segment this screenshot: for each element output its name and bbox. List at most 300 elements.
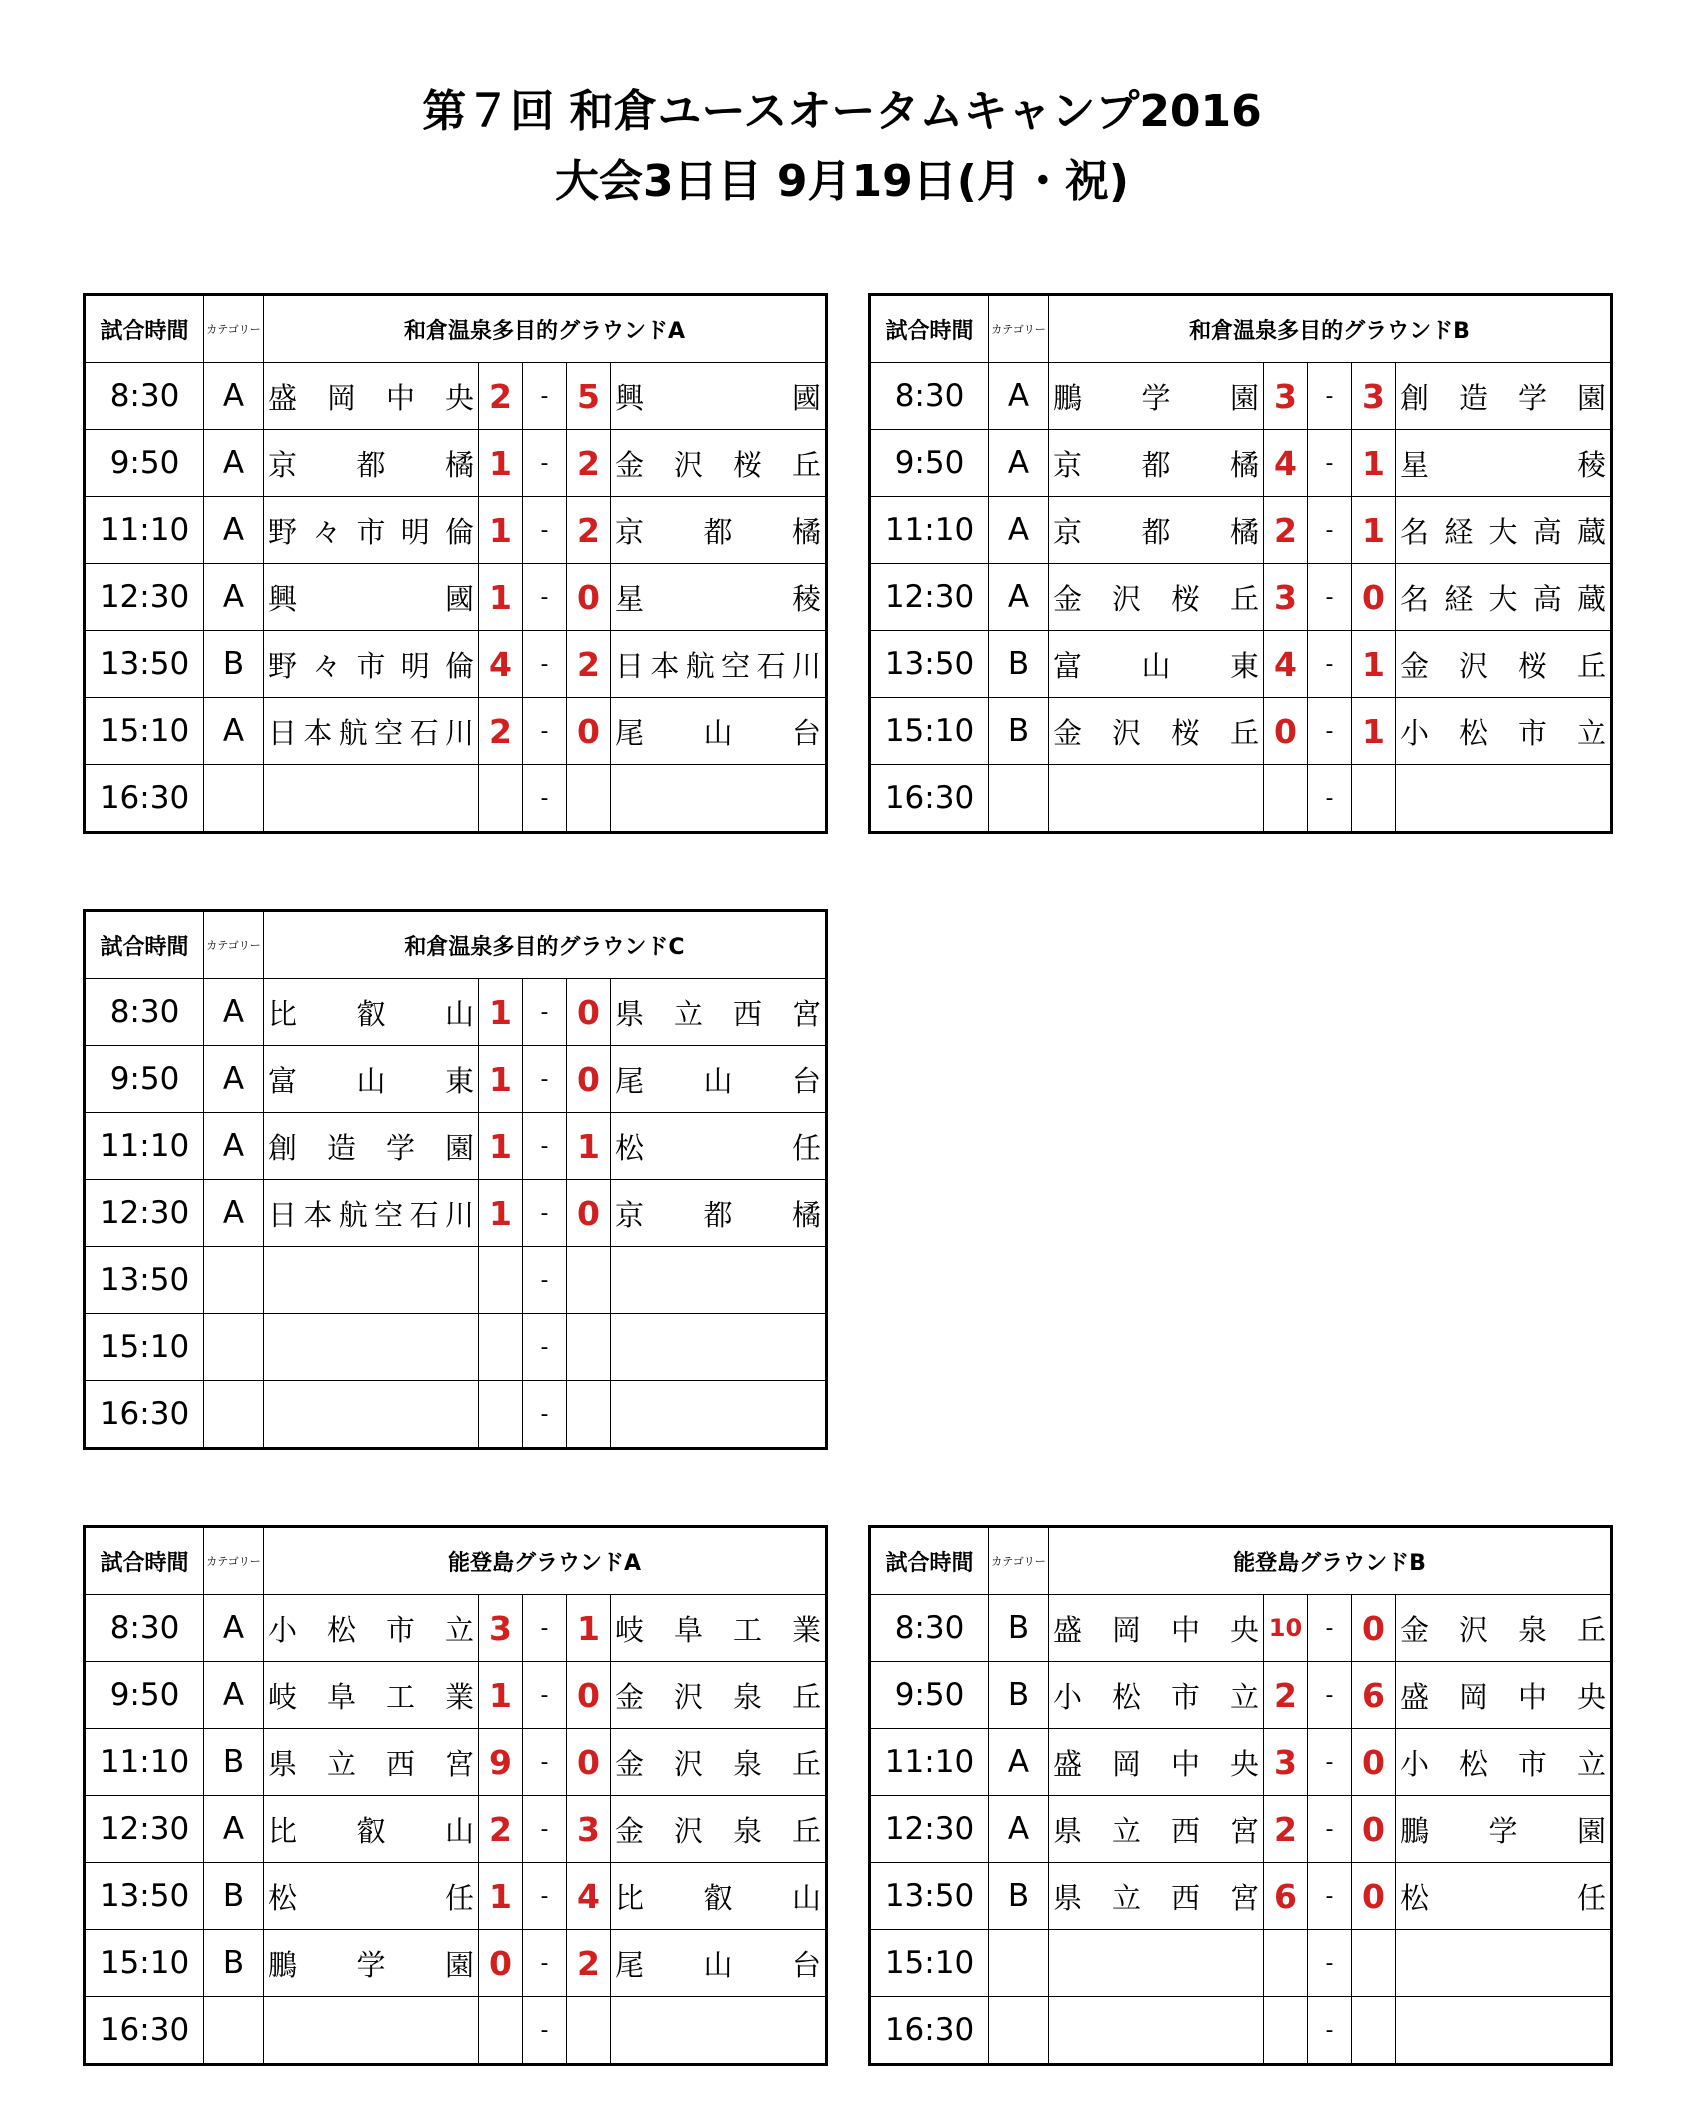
- home-team-text: 金 沢 桜 丘: [1053, 581, 1259, 616]
- home-score: 10: [1264, 1595, 1308, 1662]
- table-row: [870, 497, 1612, 564]
- header-category: カテゴリー: [989, 295, 1049, 363]
- home-team-text: 県 立 西 宮: [268, 1746, 474, 1781]
- home-team: [264, 698, 479, 765]
- match-category: A: [204, 497, 264, 564]
- away-team: [1396, 765, 1612, 833]
- table-header-row: [85, 295, 827, 363]
- away-team: [611, 1247, 827, 1314]
- home-team: [264, 1180, 479, 1247]
- away-team: [611, 1729, 827, 1796]
- header-venue: 和倉温泉多目的グラウンドB: [1049, 295, 1612, 363]
- away-team: [1396, 1729, 1612, 1796]
- home-team: [264, 1314, 479, 1381]
- home-team: [264, 1247, 479, 1314]
- home-score: 2: [1264, 497, 1308, 564]
- table-row: [85, 1113, 827, 1180]
- table-row: [85, 564, 827, 631]
- table-row: [870, 1796, 1612, 1863]
- match-time: 8:30: [870, 1595, 989, 1662]
- away-team: [611, 631, 827, 698]
- schedule-table-2: [868, 293, 1613, 834]
- score-separator: -: [1308, 1595, 1352, 1662]
- table-row: [870, 1930, 1612, 1997]
- home-score: 1: [479, 497, 523, 564]
- score-separator: -: [1308, 1997, 1352, 2065]
- match-category: A: [989, 430, 1049, 497]
- score-separator: -: [523, 698, 567, 765]
- match-category: [989, 1930, 1049, 1997]
- table-row: [85, 1314, 827, 1381]
- away-score: [567, 1247, 611, 1314]
- home-score: 1: [479, 1113, 523, 1180]
- header-venue: 能登島グラウンドB: [1049, 1527, 1612, 1595]
- score-separator: -: [1308, 430, 1352, 497]
- home-team-text: [1049, 1997, 1263, 2063]
- home-team: [264, 1381, 479, 1449]
- away-team-text: [611, 1381, 825, 1447]
- away-team: [611, 1180, 827, 1247]
- table-row: [85, 430, 827, 497]
- match-category: A: [204, 979, 264, 1046]
- home-team-text: 比 叡 山: [268, 996, 474, 1031]
- home-score: [479, 1314, 523, 1381]
- score-separator: -: [523, 1247, 567, 1314]
- home-team-text: [264, 1381, 478, 1447]
- header-venue: 能登島グラウンドA: [264, 1527, 827, 1595]
- away-team-text: 創 造 学 園: [1400, 380, 1606, 415]
- away-team: [611, 979, 827, 1046]
- score-separator: -: [523, 1180, 567, 1247]
- header-time: 試合時間: [870, 295, 989, 363]
- home-team: [1049, 1595, 1264, 1662]
- away-team-text: [1396, 1997, 1610, 2063]
- match-time: 12:30: [85, 1796, 204, 1863]
- away-team-text: 小 松 市 立: [1400, 1746, 1606, 1781]
- table-row: [85, 765, 827, 833]
- away-score: 2: [567, 631, 611, 698]
- away-team: [611, 1662, 827, 1729]
- away-score: 1: [567, 1113, 611, 1180]
- match-category: B: [204, 631, 264, 698]
- match-time: 8:30: [85, 1595, 204, 1662]
- score-separator: -: [523, 1046, 567, 1113]
- away-score: [1352, 1930, 1396, 1997]
- away-score: 1: [1352, 698, 1396, 765]
- table-row: [85, 1595, 827, 1662]
- home-team: [1049, 1997, 1264, 2065]
- score-separator: -: [1308, 765, 1352, 833]
- match-category: B: [989, 1595, 1049, 1662]
- home-team-text: 松 任: [268, 1880, 474, 1915]
- away-team-text: [611, 1997, 825, 2063]
- score-separator: -: [523, 1729, 567, 1796]
- away-team-text: 金 沢 泉 丘: [615, 1679, 821, 1714]
- away-score: 2: [567, 497, 611, 564]
- away-team-text: 金 沢 泉 丘: [615, 1813, 821, 1848]
- match-category: A: [989, 1796, 1049, 1863]
- away-team: [1396, 698, 1612, 765]
- away-team-text: 金 沢 泉 丘: [615, 1746, 821, 1781]
- score-separator: -: [523, 363, 567, 430]
- table-row: [870, 430, 1612, 497]
- match-category: A: [989, 1729, 1049, 1796]
- match-category: B: [204, 1729, 264, 1796]
- away-team: [611, 698, 827, 765]
- home-team-text: 盛 岡 中 央: [1053, 1746, 1259, 1781]
- match-category: A: [204, 1180, 264, 1247]
- home-team-text: 県 立 西 宮: [1053, 1880, 1259, 1915]
- score-separator: -: [1308, 631, 1352, 698]
- home-score: 1: [479, 1180, 523, 1247]
- match-time: 15:10: [85, 1314, 204, 1381]
- score-separator: -: [523, 1662, 567, 1729]
- match-category: A: [204, 564, 264, 631]
- match-category: B: [989, 1863, 1049, 1930]
- home-team: [264, 1930, 479, 1997]
- away-team: [611, 1314, 827, 1381]
- match-category: B: [989, 1662, 1049, 1729]
- home-team-text: 比 叡 山: [268, 1813, 474, 1848]
- away-team: [611, 497, 827, 564]
- match-category: A: [204, 1113, 264, 1180]
- away-team: [1396, 1662, 1612, 1729]
- match-category: [989, 1997, 1049, 2065]
- score-separator: -: [1308, 1662, 1352, 1729]
- home-team-text: [264, 1314, 478, 1380]
- away-team: [611, 765, 827, 833]
- away-score: [567, 1381, 611, 1449]
- home-team: [1049, 564, 1264, 631]
- score-separator: -: [1308, 1930, 1352, 1997]
- away-team: [1396, 363, 1612, 430]
- home-score: 2: [1264, 1662, 1308, 1729]
- away-score: 0: [1352, 1595, 1396, 1662]
- home-score: 2: [479, 1796, 523, 1863]
- match-time: 13:50: [85, 1863, 204, 1930]
- score-separator: -: [523, 1314, 567, 1381]
- schedule-table-1: [83, 293, 828, 834]
- away-team: [611, 1997, 827, 2065]
- match-time: 8:30: [85, 363, 204, 430]
- home-score: 1: [479, 979, 523, 1046]
- away-score: 0: [567, 979, 611, 1046]
- score-separator: -: [1308, 1863, 1352, 1930]
- home-team: [1049, 1729, 1264, 1796]
- home-team-text: 小 松 市 立: [268, 1612, 474, 1647]
- header-category: カテゴリー: [989, 1527, 1049, 1595]
- match-time: 13:50: [870, 1863, 989, 1930]
- score-separator: -: [1308, 497, 1352, 564]
- away-score: 4: [567, 1863, 611, 1930]
- home-score: 2: [479, 698, 523, 765]
- score-separator: -: [1308, 698, 1352, 765]
- home-score: 6: [1264, 1863, 1308, 1930]
- away-team-text: [1396, 1930, 1610, 1996]
- table-header-row: [85, 1527, 827, 1595]
- match-time: 15:10: [870, 1930, 989, 1997]
- match-category: A: [989, 363, 1049, 430]
- match-time: 9:50: [870, 1662, 989, 1729]
- away-team: [611, 1930, 827, 1997]
- table-row: [85, 1180, 827, 1247]
- home-team-text: 小 松 市 立: [1053, 1679, 1259, 1714]
- away-team: [1396, 1595, 1612, 1662]
- table-row: [870, 765, 1612, 833]
- home-team-text: 野 々 市 明 倫: [268, 514, 474, 549]
- table-row: [870, 1595, 1612, 1662]
- away-team: [611, 1113, 827, 1180]
- home-score: [1264, 1997, 1308, 2065]
- away-team-text: [611, 1247, 825, 1313]
- match-time: 12:30: [870, 1796, 989, 1863]
- table-row: [85, 1247, 827, 1314]
- home-score: 4: [1264, 430, 1308, 497]
- home-team-text: 鵬 学 園: [268, 1947, 474, 1982]
- away-team: [611, 430, 827, 497]
- away-team-text: 京 都 橘: [615, 514, 821, 549]
- table-row: [85, 1863, 827, 1930]
- home-team-text: 盛 岡 中 央: [268, 380, 474, 415]
- away-team: [611, 363, 827, 430]
- table-row: [85, 1381, 827, 1449]
- home-team-text: 日 本 航 空 石 川: [268, 1197, 474, 1232]
- away-team-text: 名 経 大 高 蔵: [1400, 514, 1606, 549]
- away-team-text: 星 稜: [1400, 447, 1606, 482]
- header-time: 試合時間: [85, 295, 204, 363]
- home-team-text: [264, 765, 478, 831]
- away-team-text: 鵬 学 園: [1400, 1813, 1606, 1848]
- home-score: 9: [479, 1729, 523, 1796]
- home-team: [264, 363, 479, 430]
- away-score: [567, 765, 611, 833]
- match-category: B: [204, 1930, 264, 1997]
- header-venue: 和倉温泉多目的グラウンドA: [264, 295, 827, 363]
- match-category: B: [989, 631, 1049, 698]
- home-team-text: 京 都 橘: [1053, 447, 1259, 482]
- home-score: 4: [479, 631, 523, 698]
- match-time: 8:30: [870, 363, 989, 430]
- away-score: 0: [567, 1180, 611, 1247]
- match-time: 9:50: [85, 430, 204, 497]
- away-team: [1396, 1863, 1612, 1930]
- away-score: 3: [1352, 363, 1396, 430]
- match-category: A: [204, 363, 264, 430]
- score-separator: -: [523, 765, 567, 833]
- match-time: 13:50: [85, 1247, 204, 1314]
- away-team: [611, 1595, 827, 1662]
- away-team: [611, 1796, 827, 1863]
- schedule-table-3: [83, 909, 828, 1450]
- away-team: [1396, 564, 1612, 631]
- match-category: A: [204, 698, 264, 765]
- match-time: 16:30: [85, 765, 204, 833]
- match-category: B: [989, 698, 1049, 765]
- home-team-text: 創 造 学 園: [268, 1130, 474, 1165]
- home-team-text: [264, 1997, 478, 2063]
- away-team-text: 尾 山 台: [615, 715, 821, 750]
- away-score: 0: [567, 1046, 611, 1113]
- home-team-text: 金 沢 桜 丘: [1053, 715, 1259, 750]
- home-score: [479, 1381, 523, 1449]
- home-team: [264, 1113, 479, 1180]
- table-row: [870, 698, 1612, 765]
- home-score: [1264, 1930, 1308, 1997]
- away-score: 0: [1352, 564, 1396, 631]
- away-score: [567, 1997, 611, 2065]
- away-team-text: 金 沢 桜 丘: [1400, 648, 1606, 683]
- match-category: B: [204, 1863, 264, 1930]
- home-team: [264, 1046, 479, 1113]
- table-row: [85, 1796, 827, 1863]
- score-separator: -: [523, 1113, 567, 1180]
- match-category: [204, 1381, 264, 1449]
- header-category: カテゴリー: [204, 1527, 264, 1595]
- match-time: 12:30: [85, 1180, 204, 1247]
- score-separator: -: [523, 1863, 567, 1930]
- home-score: 2: [1264, 1796, 1308, 1863]
- score-separator: -: [523, 1930, 567, 1997]
- home-team-text: 京 都 橘: [268, 447, 474, 482]
- score-separator: -: [1308, 363, 1352, 430]
- table-row: [870, 1997, 1612, 2065]
- match-time: 11:10: [85, 497, 204, 564]
- away-team: [1396, 497, 1612, 564]
- match-time: 11:10: [870, 1729, 989, 1796]
- away-team: [611, 564, 827, 631]
- match-time: 16:30: [85, 1381, 204, 1449]
- match-time: 15:10: [85, 698, 204, 765]
- match-category: [204, 1247, 264, 1314]
- home-score: 4: [1264, 631, 1308, 698]
- away-score: 1: [1352, 497, 1396, 564]
- away-score: 1: [1352, 430, 1396, 497]
- match-time: 9:50: [85, 1046, 204, 1113]
- table-row: [85, 1729, 827, 1796]
- score-separator: -: [523, 430, 567, 497]
- away-score: 0: [567, 564, 611, 631]
- home-score: [1264, 765, 1308, 833]
- home-team: [1049, 1662, 1264, 1729]
- home-team: [1049, 765, 1264, 833]
- table-header-row: [870, 1527, 1612, 1595]
- score-separator: -: [523, 1796, 567, 1863]
- home-team-text: 富 山 東: [1053, 648, 1259, 683]
- home-score: 3: [1264, 1729, 1308, 1796]
- header-time: 試合時間: [85, 911, 204, 979]
- table-row: [870, 363, 1612, 430]
- home-team-text: 野 々 市 明 倫: [268, 648, 474, 683]
- home-team: [264, 1595, 479, 1662]
- match-time: 9:50: [85, 1662, 204, 1729]
- match-time: 12:30: [870, 564, 989, 631]
- home-team: [1049, 698, 1264, 765]
- home-score: 3: [479, 1595, 523, 1662]
- home-team: [264, 430, 479, 497]
- table-row: [85, 497, 827, 564]
- home-team-text: 岐 阜 工 業: [268, 1679, 474, 1714]
- home-team-text: 盛 岡 中 央: [1053, 1612, 1259, 1647]
- match-time: 16:30: [85, 1997, 204, 2065]
- home-score: [479, 1997, 523, 2065]
- home-team: [1049, 430, 1264, 497]
- home-team: [264, 765, 479, 833]
- table-header-row: [870, 295, 1612, 363]
- away-team-text: [611, 765, 825, 831]
- match-category: A: [204, 1595, 264, 1662]
- away-team-text: 京 都 橘: [615, 1197, 821, 1232]
- away-team: [1396, 1796, 1612, 1863]
- match-category: A: [204, 1796, 264, 1863]
- away-score: 5: [567, 363, 611, 430]
- home-team-text: 興 國: [268, 581, 474, 616]
- home-team: [1049, 1930, 1264, 1997]
- page-subtitle: 大会3日目 9月19日(月・祝): [555, 156, 1129, 207]
- home-team: [264, 1729, 479, 1796]
- match-time: 16:30: [870, 765, 989, 833]
- match-category: A: [204, 1662, 264, 1729]
- home-team: [264, 564, 479, 631]
- away-score: [1352, 1997, 1396, 2065]
- home-team: [264, 631, 479, 698]
- away-score: 0: [567, 1662, 611, 1729]
- match-time: 8:30: [85, 979, 204, 1046]
- away-team-text: 県 立 西 宮: [615, 996, 821, 1031]
- home-team-text: [1049, 1930, 1263, 1996]
- home-score: 1: [479, 1046, 523, 1113]
- score-separator: -: [1308, 1796, 1352, 1863]
- away-score: [567, 1314, 611, 1381]
- header-time: 試合時間: [870, 1527, 989, 1595]
- home-score: 2: [479, 363, 523, 430]
- away-score: 1: [567, 1595, 611, 1662]
- table-row: [85, 1997, 827, 2065]
- home-team: [264, 1997, 479, 2065]
- away-score: 1: [1352, 631, 1396, 698]
- score-separator: -: [1308, 1729, 1352, 1796]
- score-separator: -: [523, 564, 567, 631]
- table-row: [85, 1046, 827, 1113]
- away-score: 2: [567, 1930, 611, 1997]
- match-category: [989, 765, 1049, 833]
- table-row: [85, 1930, 827, 1997]
- away-score: 0: [1352, 1729, 1396, 1796]
- home-score: 1: [479, 1863, 523, 1930]
- away-team-text: 松 任: [1400, 1880, 1606, 1915]
- home-team-text: [1049, 765, 1263, 831]
- away-team-text: 尾 山 台: [615, 1063, 821, 1098]
- home-team-text: 鵬 学 園: [1053, 380, 1259, 415]
- away-score: 3: [567, 1796, 611, 1863]
- away-score: [1352, 765, 1396, 833]
- home-team: [1049, 1796, 1264, 1863]
- table-row: [870, 1863, 1612, 1930]
- match-time: 12:30: [85, 564, 204, 631]
- table-row: [85, 979, 827, 1046]
- match-category: [204, 1997, 264, 2065]
- home-team: [264, 1796, 479, 1863]
- score-separator: -: [523, 1997, 567, 2065]
- header-category: カテゴリー: [204, 911, 264, 979]
- away-team-text: [611, 1314, 825, 1380]
- score-separator: -: [1308, 564, 1352, 631]
- score-separator: -: [523, 497, 567, 564]
- away-score: 0: [567, 1729, 611, 1796]
- header-category: カテゴリー: [204, 295, 264, 363]
- header-time: 試合時間: [85, 1527, 204, 1595]
- match-category: [204, 765, 264, 833]
- table-row: [85, 631, 827, 698]
